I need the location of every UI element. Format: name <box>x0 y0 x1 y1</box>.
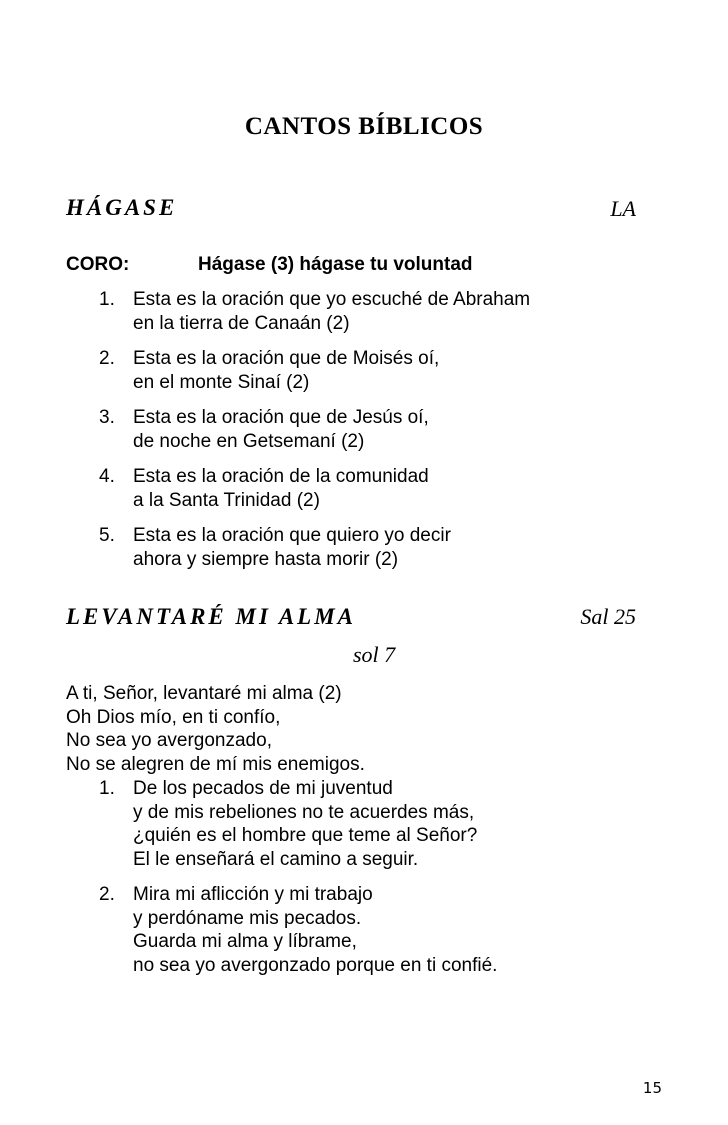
verse-list-levantare <box>66 777 497 989</box>
verse <box>66 524 530 571</box>
verse-line: El le enseñará el camino a seguir. <box>133 848 419 870</box>
verse-number: 1. <box>99 289 115 310</box>
verse-line: ¿quién es el hombre que teme al Señor? <box>133 825 478 846</box>
song-key-levantare: Sal 25 <box>580 604 636 629</box>
verse-line: y perdóname mis pecados. <box>133 907 362 929</box>
verse-line: Esta es la oración de la comunidad <box>133 466 429 487</box>
song-key-hagase: LA <box>610 196 636 221</box>
intro-stanza <box>66 682 365 776</box>
verse-line: ahora y siempre hasta morir (2) <box>133 548 399 570</box>
verse-line: en el monte Sinaí (2) <box>133 371 310 393</box>
verse-number: 2. <box>99 884 115 905</box>
chorus <box>66 253 473 277</box>
verse <box>66 347 530 394</box>
verse <box>66 406 530 453</box>
verse-line: no sea yo avergonzado porque en ti confié. <box>133 954 498 976</box>
verse-number: 5. <box>99 525 115 546</box>
verse <box>66 883 497 977</box>
song-title-hagase: HÁGASE <box>66 195 178 220</box>
verse <box>66 777 497 871</box>
verse-line: Esta es la oración que quiero yo decir <box>133 525 451 546</box>
verse-line: a la Santa Trinidad (2) <box>133 489 320 511</box>
verse-line: en la tierra de Canaán (2) <box>133 312 350 334</box>
verse-line: Esta es la oración que de Jesús oí, <box>133 407 429 428</box>
verse-line: de noche en Getsemaní (2) <box>133 430 365 452</box>
verse-line: Esta es la oración que yo escuché de Abraham <box>133 289 531 310</box>
verse-line: De los pecados de mi juventud <box>133 778 393 799</box>
page-title: CANTOS BÍBLICOS <box>244 113 484 140</box>
intro-line: A ti, Señor, levantaré mi alma (2) <box>66 683 342 704</box>
verse-number: 1. <box>99 778 115 799</box>
verse-list-hagase <box>66 288 530 583</box>
intro-line: No sea yo avergonzado, <box>66 730 272 751</box>
verse-number: 4. <box>99 466 115 487</box>
chorus-label: CORO: <box>66 254 130 275</box>
chorus-text: Hágase (3) hágase tu voluntad <box>198 254 473 275</box>
page-number: 15 <box>642 1079 662 1097</box>
verse <box>66 465 530 512</box>
verse-number: 2. <box>99 348 115 369</box>
verse <box>66 288 530 335</box>
verse-line: Esta es la oración que de Moisés oí, <box>133 348 440 369</box>
intro-line: Oh Dios mío, en ti confío, <box>66 706 281 728</box>
verse-number: 3. <box>99 407 115 428</box>
song-title-levantare: LEVANTARÉ MI ALMA <box>66 604 357 629</box>
verse-line: Mira mi aflicción y mi trabajo <box>133 884 373 905</box>
verse-line: y de mis rebeliones no te acuerdes más, <box>133 801 475 823</box>
song-subkey-levantare: sol 7 <box>353 642 396 667</box>
intro-line: No se alegren de mí mis enemigos. <box>66 753 365 775</box>
verse-line: Guarda mi alma y líbrame, <box>133 931 357 952</box>
